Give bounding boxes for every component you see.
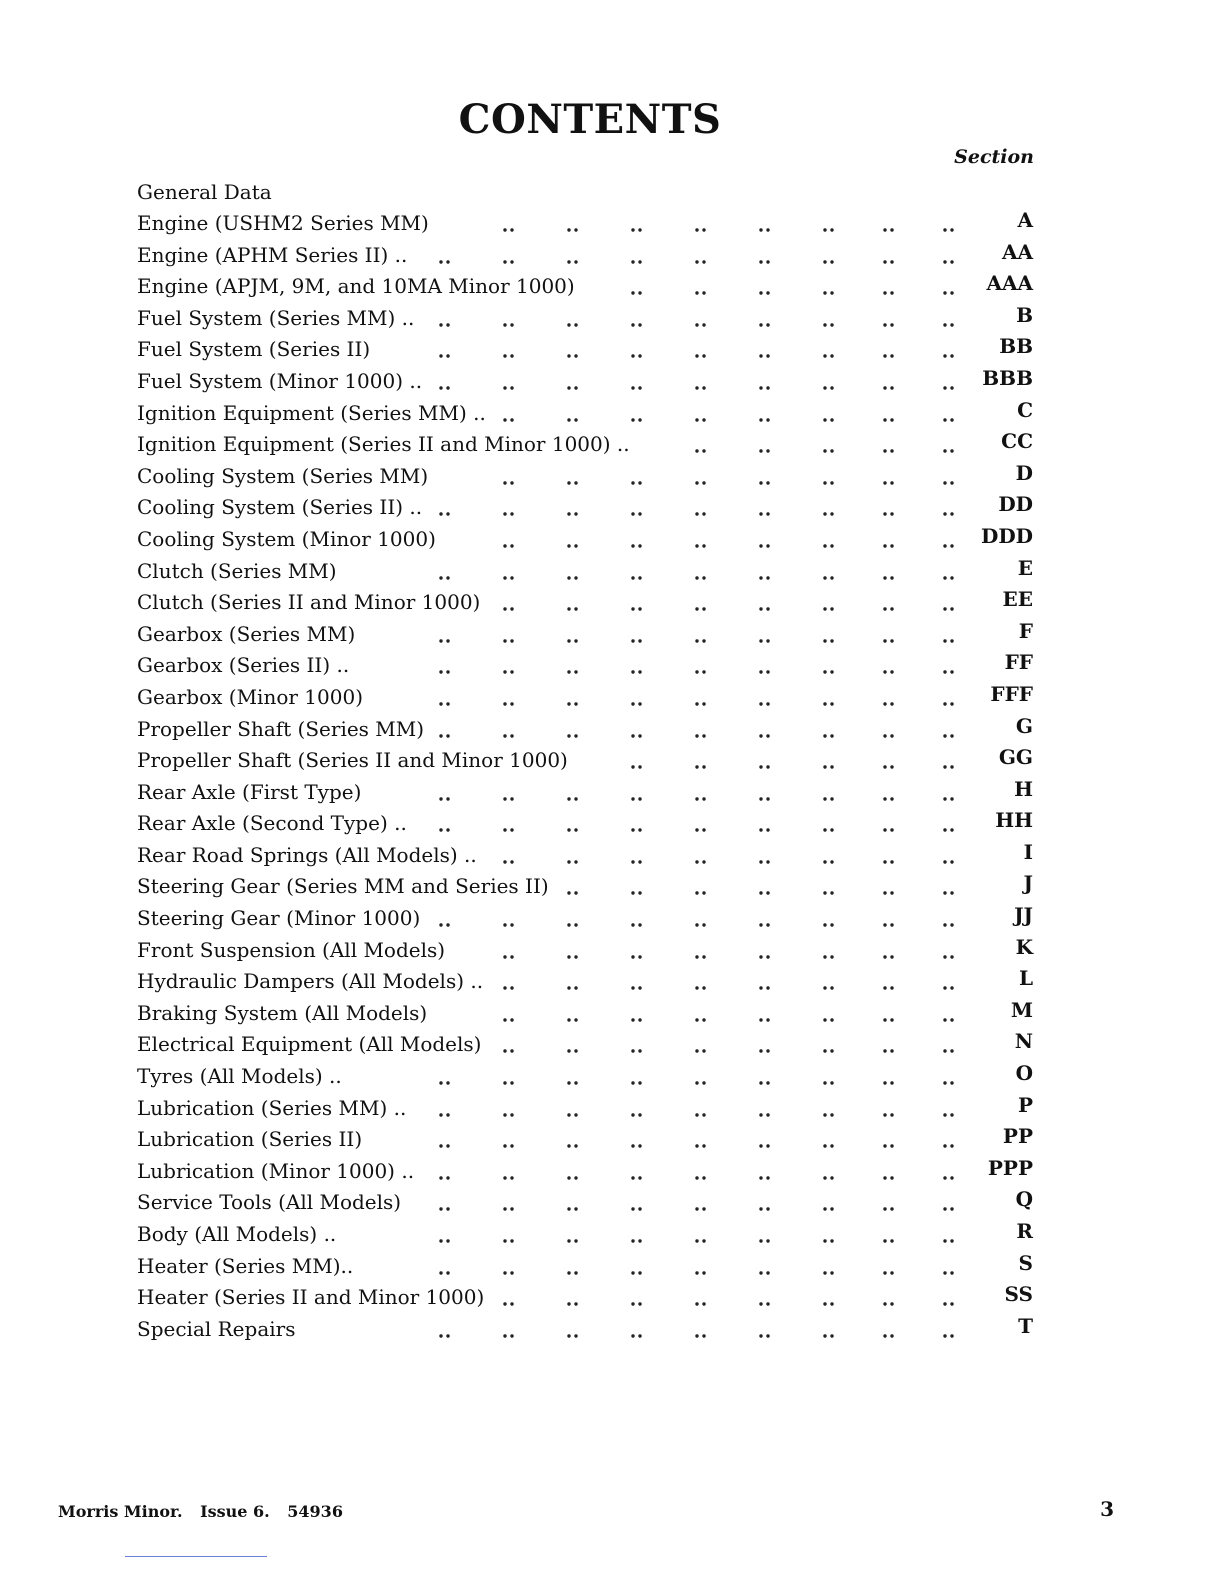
entry-section-code: I <box>1023 839 1033 864</box>
contents-entry <box>137 461 1037 493</box>
entry-section-code: D <box>1015 460 1033 485</box>
contents-entry <box>137 429 1037 461</box>
entry-section-code: N <box>1014 1029 1033 1054</box>
entry-label: Gearbox (Minor 1000) <box>137 684 363 709</box>
entry-label: Cooling System (Minor 1000) <box>137 526 436 551</box>
contents-entry <box>137 1124 1037 1156</box>
entry-section-code: FF <box>1004 650 1033 675</box>
entry-label: Cooling System (Series II) .. <box>137 495 423 520</box>
entry-section-code: SS <box>1004 1282 1033 1307</box>
entry-label: Braking System (All Models) <box>137 1000 428 1025</box>
entry-section-code: BB <box>999 334 1033 359</box>
contents-entry <box>137 492 1037 524</box>
contents-list <box>137 208 1037 1345</box>
contents-entry <box>137 871 1037 903</box>
section-column-header: Section <box>954 146 1034 168</box>
entry-section-code: T <box>1018 1313 1033 1338</box>
contents-entry <box>137 1156 1037 1188</box>
entry-label: Engine (APJM, 9M, and 10MA Minor 1000) <box>137 274 575 299</box>
footer-code: 54936 <box>287 1502 343 1521</box>
contents-entry <box>137 1251 1037 1283</box>
entry-label: Electrical Equipment (All Models) <box>137 1032 482 1057</box>
contents-entry <box>137 998 1037 1030</box>
contents-entry <box>137 714 1037 746</box>
entry-section-code: J <box>1023 871 1033 896</box>
contents-entry <box>137 808 1037 840</box>
entry-section-code: L <box>1018 966 1033 991</box>
entry-label: Heater (Series MM).. <box>137 1253 354 1278</box>
footer-publication: Morris Minor. <box>58 1502 183 1521</box>
contents-entry <box>137 682 1037 714</box>
entry-label: Lubrication (Series II) <box>137 1127 363 1152</box>
entry-label: Special Repairs <box>137 1316 296 1341</box>
entry-section-code: B <box>1016 302 1033 327</box>
entry-section-code: O <box>1015 1061 1033 1086</box>
contents-entry <box>137 650 1037 682</box>
entry-section-code: Q <box>1015 1187 1033 1212</box>
contents-entry <box>137 240 1037 272</box>
entry-label: Gearbox (Series MM) <box>137 621 356 646</box>
entry-label: Engine (APHM Series II) .. <box>137 242 408 267</box>
contents-entry <box>137 524 1037 556</box>
entry-section-code: BBB <box>982 365 1033 390</box>
entry-label: Propeller Shaft (Series MM) <box>137 716 425 741</box>
entry-label: Heater (Series II and Minor 1000) <box>137 1285 485 1310</box>
entry-label: Gearbox (Series II) .. <box>137 653 350 678</box>
footer <box>58 1502 355 1521</box>
entry-section-code: C <box>1017 397 1033 422</box>
contents-entry <box>137 398 1037 430</box>
entry-section-code: HH <box>995 808 1033 833</box>
entry-label: Fuel System (Series II) <box>137 337 371 362</box>
entry-section-code: H <box>1014 776 1033 801</box>
contents-entry <box>137 366 1037 398</box>
contents-entry <box>137 1219 1037 1251</box>
entry-section-code: R <box>1016 1219 1033 1243</box>
entry-label: Lubrication (Minor 1000) .. <box>137 1158 415 1183</box>
entry-section-code: F <box>1018 618 1033 643</box>
contents-entry <box>137 1061 1037 1093</box>
entry-label: Body (All Models) .. <box>137 1222 337 1246</box>
entry-section-code: AA <box>1001 239 1033 264</box>
contents-entry <box>137 903 1037 935</box>
entry-section-code: G <box>1015 713 1033 738</box>
contents-entry <box>137 303 1037 335</box>
contents-entry <box>137 1187 1037 1219</box>
entry-section-code: P <box>1017 1092 1033 1117</box>
entry-label: Engine (USHM2 Series MM) <box>137 211 429 235</box>
entry-section-code: M <box>1010 997 1033 1022</box>
entry-section-code: DDD <box>980 523 1033 548</box>
entry-section-code: FFF <box>990 681 1033 706</box>
entry-section-code: PPP <box>987 1155 1033 1180</box>
entry-section-code: JJ <box>1014 903 1033 928</box>
entry-label: Propeller Shaft (Series II and Minor 1000) <box>137 748 568 773</box>
entry-label: Steering Gear (Series MM and Series II) <box>137 874 549 899</box>
entry-label: Ignition Equipment (Series MM) .. <box>137 400 486 425</box>
footer-issue: Issue 6. <box>200 1502 270 1521</box>
entry-label: Rear Axle (First Type) <box>137 779 362 804</box>
contents-entry <box>137 334 1037 366</box>
contents-entry <box>137 587 1037 619</box>
entry-section-code: E <box>1017 555 1033 580</box>
contents-entry <box>137 966 1037 998</box>
entry-section-code: S <box>1018 1250 1033 1275</box>
page-title: CONTENTS <box>458 96 722 143</box>
entry-label: Fuel System (Series MM) .. <box>137 305 415 330</box>
contents-entry <box>137 556 1037 588</box>
entry-label: Lubrication (Series MM) .. <box>137 1095 407 1120</box>
contents-entry <box>137 840 1037 872</box>
entry-section-code: A <box>1017 208 1033 232</box>
entry-label: Service Tools (All Models) <box>137 1190 402 1215</box>
general-data-heading: General Data <box>137 180 272 204</box>
entry-label: Clutch (Series MM) <box>137 558 337 583</box>
entry-section-code: GG <box>998 745 1033 770</box>
contents-entry <box>137 1314 1037 1346</box>
entry-label: Hydraulic Dampers (All Models) .. <box>137 969 484 994</box>
entry-label: Steering Gear (Minor 1000) <box>137 906 421 931</box>
contents-entry <box>137 1029 1037 1061</box>
entry-section-code: PP <box>1002 1124 1033 1149</box>
page-number: 3 <box>1100 1497 1114 1521</box>
contents-entry <box>137 777 1037 809</box>
entry-label: Rear Axle (Second Type) .. <box>137 811 407 836</box>
entry-label: Clutch (Series II and Minor 1000) <box>137 590 481 615</box>
contents-entry <box>137 935 1037 967</box>
entry-label: Tyres (All Models) .. <box>137 1064 342 1089</box>
entry-label: Fuel System (Minor 1000) .. <box>137 368 423 393</box>
entry-label: Cooling System (Series MM) <box>137 463 429 488</box>
entry-section-code: AAA <box>986 271 1033 296</box>
entry-section-code: CC <box>1001 429 1033 454</box>
contents-entry <box>137 271 1037 303</box>
contents-entry <box>137 1282 1037 1314</box>
entry-label: Front Suspension (All Models) <box>137 937 446 962</box>
contents-entry <box>137 208 1037 240</box>
entry-section-code: EE <box>1002 587 1033 612</box>
decorative-rule <box>125 1556 267 1557</box>
entry-section-code: DD <box>998 492 1033 517</box>
contents-entry <box>137 619 1037 651</box>
entry-section-code: K <box>1015 934 1033 959</box>
entry-label: Rear Road Springs (All Models) .. <box>137 842 477 867</box>
contents-entry <box>137 1093 1037 1125</box>
contents-entry <box>137 745 1037 777</box>
entry-label: Ignition Equipment (Series II and Minor 1000) .. <box>137 432 630 457</box>
